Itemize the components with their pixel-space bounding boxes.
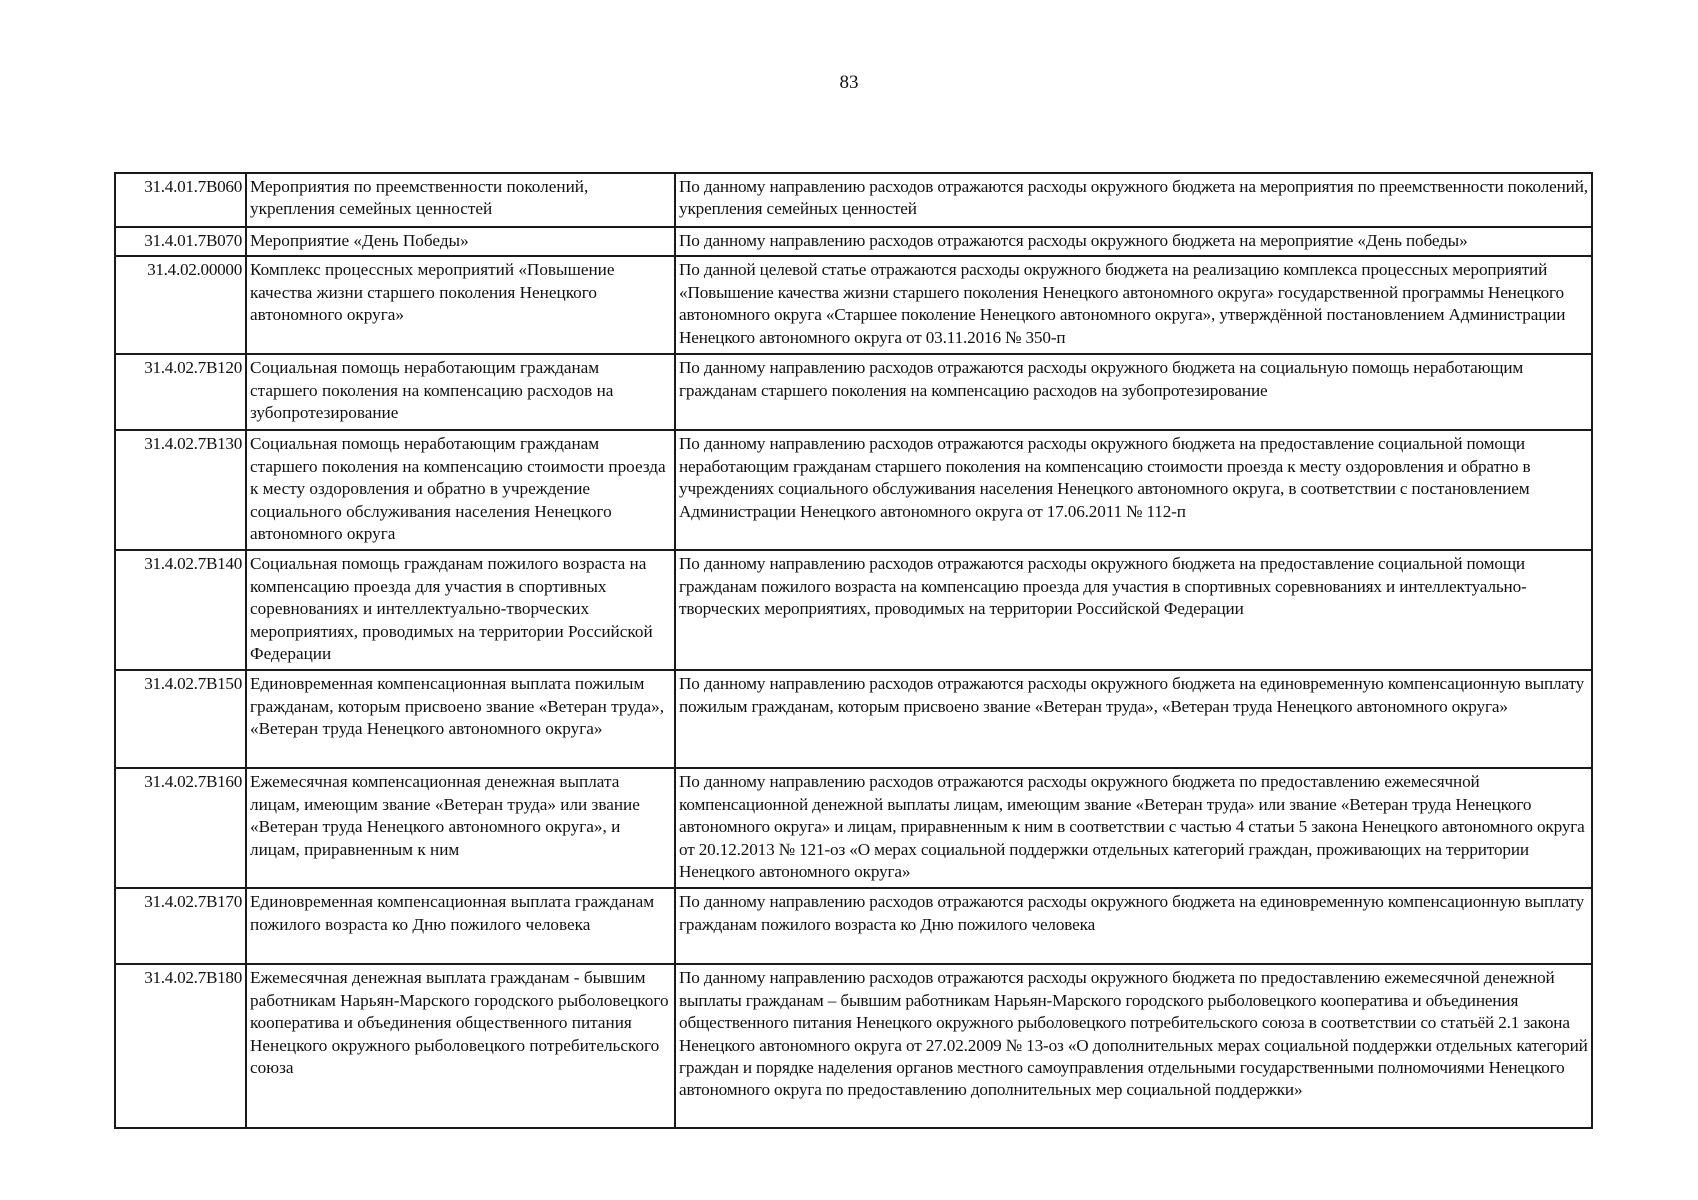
target-article-code: 31.4.02.7В120 <box>115 354 246 430</box>
target-article-description: По данному направлению расходов отражаются расходы окружного бюджета по предоставлению ежемесячной денежной выплаты гражданам – бывшим работникам Нарьян-Марского городского рыболовецкого кооператива и объединения общественного питания Ненецкого окружного рыболовецкого потребительского союза в соответствии со статьёй 2.1 закона Ненецкого автономного округа от 27.02.2009 № 13-оз «О дополнительных мерах социальной поддержки отдельных категорий граждан и порядке наделения органов местного самоуправления отдельными государственными полномочиями Ненецкого автономного округа по предоставлению дополнительных мер социальной поддержки» <box>675 964 1592 1128</box>
target-article-code: 31.4.02.7В170 <box>115 888 246 964</box>
target-article-description: По данному направлению расходов отражаются расходы окружного бюджета на предоставление социальной помощи неработающим гражданам старшего поколения на компенсацию стоимости проезда к месту оздоровления и обратно в учреждениях социального обслуживания населения Ненецкого автономного округа, в соответствии с постановлением Администрации Ненецкого автономного округа от 17.06.2011 № 112-п <box>675 430 1592 550</box>
target-article-name: Единовременная компенсационная выплата пожилым гражданам, которым присвоено звание «Ветеран труда», «Ветеран труда Ненецкого автономного округа» <box>246 670 675 768</box>
table-row <box>115 768 1592 888</box>
table-row <box>115 430 1592 550</box>
table-row <box>115 354 1592 430</box>
table-row <box>115 256 1592 354</box>
target-article-name: Мероприятие «День Победы» <box>246 227 675 256</box>
target-article-code: 31.4.02.00000 <box>115 256 246 354</box>
target-article-code: 31.4.02.7В180 <box>115 964 246 1128</box>
table-row <box>115 227 1592 256</box>
target-article-description: По данному направлению расходов отражаются расходы окружного бюджета на мероприятие «День победы» <box>675 227 1592 256</box>
target-article-description: По данному направлению расходов отражаются расходы окружного бюджета на социальную помощь неработающим гражданам старшего поколения на компенсацию расходов на зубопротезирование <box>675 354 1592 430</box>
target-article-name: Ежемесячная денежная выплата гражданам - бывшим работникам Нарьян-Марского городского рыболовецкого кооператива и объединения общественного питания Ненецкого окружного рыболовецкого потребительского союза <box>246 964 675 1128</box>
target-article-name: Единовременная компенсационная выплата гражданам пожилого возраста ко Дню пожилого человека <box>246 888 675 964</box>
page-number: 83 <box>839 72 859 93</box>
target-article-code: 31.4.02.7В130 <box>115 430 246 550</box>
target-article-name: Социальная помощь неработающим гражданам старшего поколения на компенсацию расходов на зубопротезирование <box>246 354 675 430</box>
target-article-description: По данному направлению расходов отражаются расходы окружного бюджета на мероприятия по преемственности поколений, укрепления семейных ценностей <box>675 173 1592 227</box>
target-article-name: Социальная помощь неработающим гражданам старшего поколения на компенсацию стоимости проезда к месту оздоровления и обратно в учреждение социального обслуживания населения Ненецкого автономного округа <box>246 430 675 550</box>
target-article-description: По данному направлению расходов отражаются расходы окружного бюджета на единовременную компенсационную выплату пожилым гражданам, которым присвоено звание «Ветеран труда», «Ветеран труда Ненецкого автономного округа» <box>675 670 1592 768</box>
target-article-description: По данному направлению расходов отражаются расходы окружного бюджета на предоставление социальной помощи гражданам пожилого возраста на компенсацию проезда для участия в спортивных соревнованиях и интеллектуально-творческих мероприятиях, проводимых на территории Российской Федерации <box>675 550 1592 670</box>
table-row <box>115 670 1592 768</box>
table-row <box>115 550 1592 670</box>
target-article-code: 31.4.02.7В140 <box>115 550 246 670</box>
target-article-description: По данной целевой статье отражаются расходы окружного бюджета на реализацию комплекса процессных мероприятий «Повышение качества жизни старшего поколения Ненецкого автономного округа» государственной программы Ненецкого автономного округа «Старшее поколение Ненецкого автономного округа», утверждённой постановлением Администрации Ненецкого автономного округа от 03.11.2016 № 350-п <box>675 256 1592 354</box>
target-article-name: Комплекс процессных мероприятий «Повышение качества жизни старшего поколения Ненецкого автономного округа» <box>246 256 675 354</box>
target-article-name: Социальная помощь гражданам пожилого возраста на компенсацию проезда для участия в спортивных соревнованиях и интеллектуально-творческих мероприятиях, проводимых на территории Российской Федерации <box>246 550 675 670</box>
target-article-description: По данному направлению расходов отражаются расходы окружного бюджета по предоставлению ежемесячной компенсационной денежной выплаты лицам, имеющим звание «Ветеран труда» или звание «Ветеран труда Ненецкого автономного округа» и лицам, приравненным к ним в соответствии с частью 4 статьи 5 закона Ненецкого автономного округа от 20.12.2013 № 121-оз «О мерах социальной поддержки отдельных категорий граждан, проживающих на территории Ненецкого автономного округа» <box>675 768 1592 888</box>
table-row <box>115 888 1592 964</box>
target-article-description: По данному направлению расходов отражаются расходы окружного бюджета на единовременную компенсационную выплату гражданам пожилого возраста ко Дню пожилого человека <box>675 888 1592 964</box>
target-article-code: 31.4.01.7В070 <box>115 227 246 256</box>
target-article-code: 31.4.01.7В060 <box>115 173 246 227</box>
target-article-code: 31.4.02.7В150 <box>115 670 246 768</box>
table-row <box>115 964 1592 1128</box>
table-row <box>115 173 1592 227</box>
target-article-code: 31.4.02.7В160 <box>115 768 246 888</box>
target-article-name: Мероприятия по преемственности поколений, укрепления семейных ценностей <box>246 173 675 227</box>
budget-classification-table <box>114 172 1593 1129</box>
target-article-name: Ежемесячная компенсационная денежная выплата лицам, имеющим звание «Ветеран труда» или звание «Ветеран труда Ненецкого автономного округа», и лицам, приравненным к ним <box>246 768 675 888</box>
